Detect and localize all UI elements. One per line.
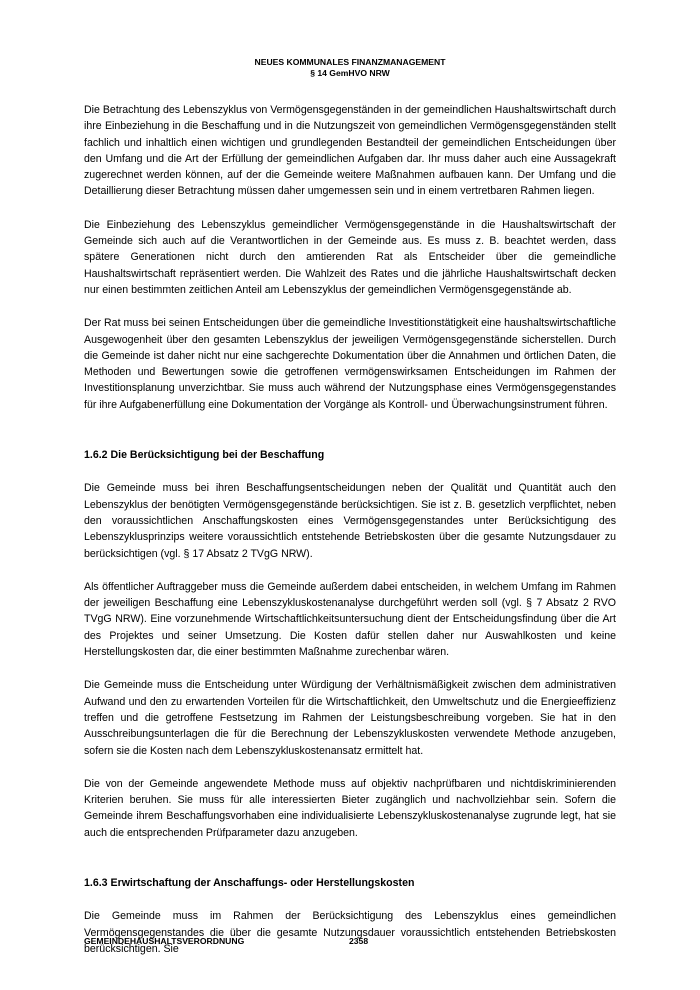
document-body: [84, 102, 616, 957]
paragraph-method-criteria: Die von der Gemeinde angewendete Methode muss auf objektiv nachprüfbaren und nichtdiskriminierenden Kriterien beruhen. Sie muss für alle interessierten Bieter zugänglich und nachvollziehbar sein. Sofern die Gemeinde ihrem Beschaffungsvorhaben eine individualisierte Lebenszykluskostenanalyse zugrunde legt, hat sie auch die entsprechenden Prüfparameter dazu anzugeben.: [84, 777, 616, 839]
page-number: 2358: [349, 936, 369, 946]
paragraph-public-client: Als öffentlicher Auftraggeber muss die Gemeinde außerdem dabei entscheiden, in welchem Umfang im Rahmen der jeweiligen Beschaffung eine Lebenszykluskostenanalyse durchgeführt werden soll (vgl. § 7 Absatz 2 RVO TVgG NRW). Eine vorzunehmende Wirtschaftlichkeitsuntersuchung dient der Entscheidungsfindung über die Art des Projektes und seiner Umsetzung. Die Kosten dafür stellen daher nur Auswahlkosten und keine Herstellungskosten dar, die einer bestimmten Maßnahme zurechenbar wären.: [84, 580, 616, 659]
paragraph-procurement-lifecycle: Die Gemeinde muss bei ihren Beschaffungsentscheidungen neben der Qualität und Quantität auch den Lebenszyklus der benötigten Vermögensgegenstände berücksichtigen. Sie ist z. B. gesetzlich verpflichtet, neben den voraussichtlichen Anschaffungskosten eines Vermögensgegenstandes unter Berücksichtigung des Lebenszyklusprinzips weitere voraussichtlich entstehende Betriebskosten über die gesamte Nutzungsdauer zu berücksichtigen (vgl. § 17 Absatz 2 TVgG NRW).: [84, 482, 616, 560]
header-title: NEUES KOMMUNALES FINANZMANAGEMENT: [254, 57, 446, 67]
page-header: [0, 57, 700, 79]
paragraph-operating-costs: Die Gemeinde muss im Rahmen der Berücksichtigung des Lebenszyklus eines gemeindlichen Vermögensgegenstandes die über die gesamte Nutzungsdauer voraussichtlich entstehenden Betriebskosten berücksichtigen. Sie: [84, 910, 616, 955]
paragraph-lifecycle-council: Die Einbeziehung des Lebenszyklus gemeindlicher Vermögensgegenstände in die Haushaltswirtschaft der Gemeinde sich auch auf die Verantwortlichen in der Gemeinde aus. Es muss z. B. beachtet werden, dass spätere Generationen nicht durch den amtierenden Rat als Entscheider über die gemeindliche Haushaltswirtschaft repräsentiert werden. Die Wahlzeit des Rates und die jährliche Haushaltswirtschaft decken nur einen bestimmten zeitlichen Anteil am Lebenszyklus der gemeindlichen Vermögensgegenstände ab.: [84, 218, 616, 296]
section-heading-cost-recovery: 1.6.3 Erwirtschaftung der Anschaffungs- oder Herstellungskosten: [84, 876, 415, 889]
section-heading-procurement: 1.6.2 Die Berücksichtigung bei der Beschaffung: [84, 449, 325, 462]
footer-title: GEMEINDEHAUSHALTSVERORDNUNG: [84, 936, 245, 946]
header-subtitle: § 14 GemHVO NRW: [310, 68, 390, 78]
paragraph-proportionality: Die Gemeinde muss die Entscheidung unter Würdigung der Verhältnismäßigkeit zwischen dem administrativen Aufwand und den zu erwartenden Vorteilen für die Wirtschaftlichkeit, den Umweltschutz und die Energieeffizienz treffen und die getroffene Festsetzung im Rahmen der Leistungsbeschreibung vorgeben. Sie hat in den Ausschreibungsunterlagen die für die Berechnung der Lebenszykluskosten verwendete Methode anzugeben, sofern sie die Kosten nach dem Lebenszykluskostenansatz ermittelt hat.: [84, 679, 616, 757]
paragraph-lifecycle-intro: Die Betrachtung des Lebenszyklus von Vermögensgegenständen in der gemeindlichen Haushaltswirtschaft durch ihre Einbeziehung in die Beschaffung und in die Nutzungszeit von gemeindlichen Vermögensgegenständen stellt fachlich und inhaltlich einen wichtigen und grundlegenden Bestandteil der gemeindlichen Entscheidungen über den Umfang und die Art der Erfüllung der gemeindlichen Aufgaben dar. Ihr muss daher auch eine Aussagekraft zugerechnet werden können, auf der die Gemeinde weitere Maßnahmen aufbauen kann. Der Umfang und die Detaillierung dieser Betrachtung müssen daher umgemessen sein und in einem vertretbaren Rahmen liegen.: [84, 104, 616, 198]
paragraph-council-decisions: Der Rat muss bei seinen Entscheidungen über die gemeindliche Investitionstätigkeit eine haushaltswirtschaftliche Ausgewogenheit über den gesamten Lebenszyklus der jeweiligen Vermögensgegenstände sicherstellen. Durch die Gemeinde ist daher nicht nur eine sachgerechte Dokumentation über die Annahmen und örtlichen Daten, die Methoden und Bewertungen sowie die getroffenen vermögenswirksamen Entscheidungen im Rahmen der Investitionsplanung unverzichtbar. Sie muss auch während der Nutzungsphase eines Vermögensgegenstandes für ihre Aufgabenerfüllung eine Dokumentation der Vorgänge als Kontroll- und Überwachungsinstrument führen.: [84, 317, 616, 411]
